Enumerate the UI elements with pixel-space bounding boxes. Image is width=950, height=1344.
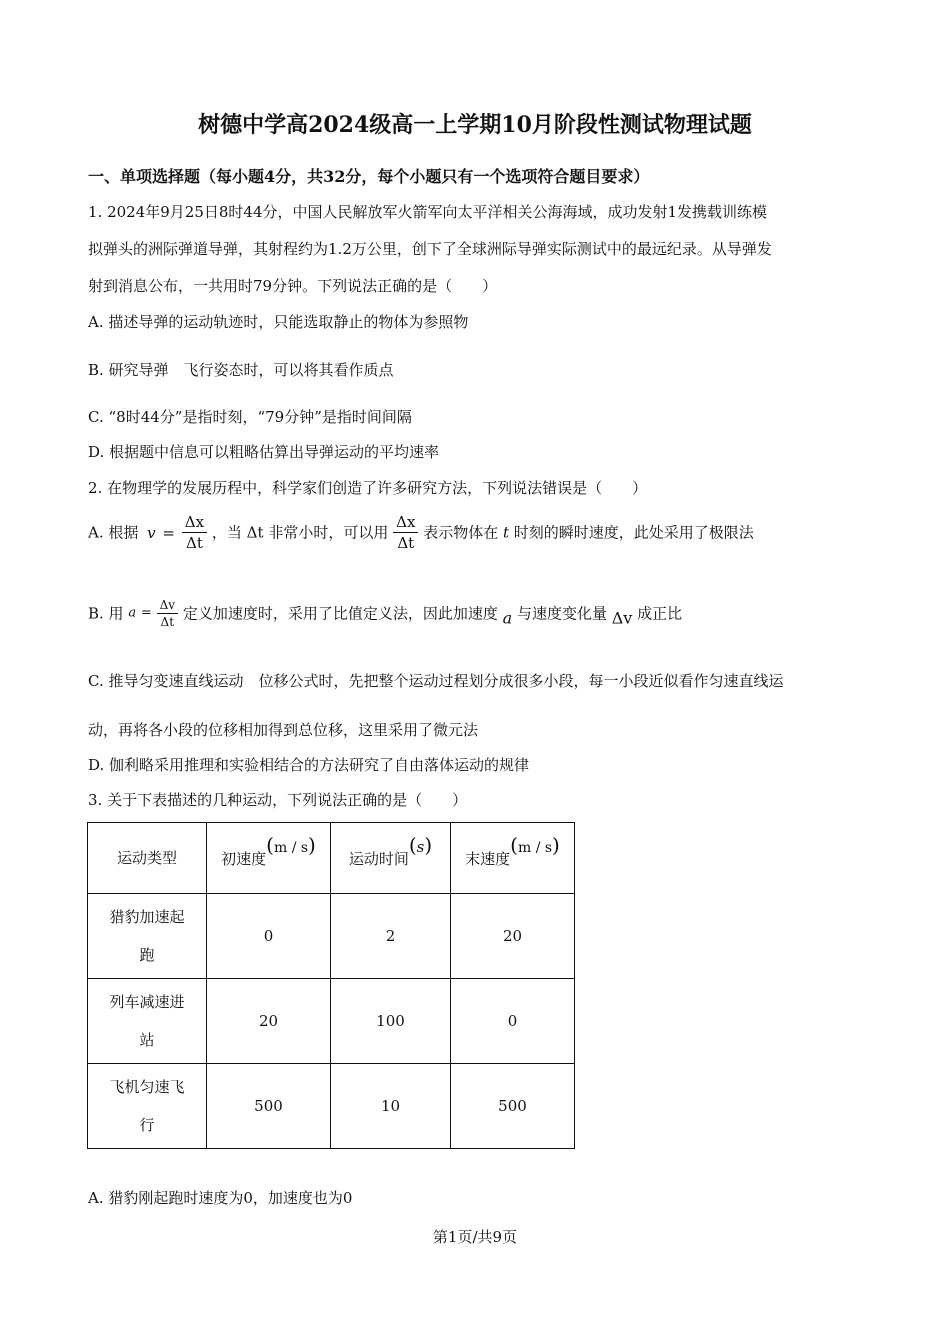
page-title: 树德中学高2024级高一上学期10月阶段性测试物理试题 — [198, 112, 752, 138]
cell-v0: 20 — [207, 979, 331, 1064]
q2-b-text-3: 成正比 — [637, 604, 683, 623]
q2-a-text-1: ，当 — [211, 523, 242, 542]
cell-type: 猎豹加速起 跑 — [88, 894, 207, 979]
cell-v: 20 — [451, 894, 575, 979]
q2-stem: 2. 在物理学的发展历程中，科学家们创造了许多研究方法，下列说法错误是（ ） — [88, 479, 648, 497]
q1-line-2: 拟弹头的洲际弹道导弹，其射程约为1.2万公里，创下了全球洲际导弹实际测试中的最远纪录。从导弹发 — [88, 240, 772, 258]
cell-v: 500 — [451, 1064, 575, 1149]
cell-time: 2 — [331, 894, 451, 979]
table-row — [88, 979, 575, 1064]
q2-option-c-line-1: C. 推导匀变速直线运动 位移公式时，先把整个运动过程划分成很多小段，每一小段近似看作匀速直线运 — [88, 672, 784, 690]
header-v — [451, 823, 575, 894]
fraction-dv-dt — [157, 597, 178, 630]
math-dt: Δt — [246, 523, 264, 542]
q2-option-b — [88, 597, 682, 630]
q1-option-d: D. 根据题中信息可以粗略估算出导弹运动的平均速率 — [88, 443, 440, 461]
q2-a-prefix: A. 根据 — [88, 523, 139, 542]
cell-time: 10 — [331, 1064, 451, 1149]
cell-time: 100 — [331, 979, 451, 1064]
q2-a-text-2: 非常小时，可以用 — [268, 523, 389, 542]
q2-b-prefix: B. 用 — [88, 604, 124, 623]
header-label: 初速度 — [221, 849, 267, 868]
table-header-row — [88, 823, 575, 894]
q2-a-text-4: 时刻的瞬时速度，此处采用了极限法 — [513, 523, 754, 542]
q2-option-d: D. 伽利略采用推理和实验相结合的方法研究了自由落体运动的规律 — [88, 756, 530, 774]
fraction-numerator: Δx — [396, 513, 416, 531]
page-footer: 第1页/共9页 — [432, 1228, 518, 1246]
q1-option-a: A. 描述导弹的运动轨迹时，只能选取静止的物体为参照物 — [88, 313, 469, 331]
section-heading: 一、单项选择题（每小题4分，共32分，每个小题只有一个选项符合题目要求） — [88, 167, 650, 186]
fraction-numerator: Δx — [184, 513, 205, 531]
math-equals: = — [140, 605, 152, 621]
fraction-denominator: Δt — [182, 532, 207, 553]
unit-mps: (m / s) — [510, 832, 560, 857]
header-v0 — [207, 823, 331, 894]
q3-option-a: A. 猎豹刚起跑时速度为0，加速度也为0 — [88, 1189, 353, 1207]
table-row — [88, 1064, 575, 1149]
cell-v0: 0 — [207, 894, 331, 979]
q1-line-1: 1. 2024年9月25日8时44分，中国人民解放军火箭军向太平洋相关公海海域，成功发射1发携载训练模 — [88, 203, 768, 221]
q2-a-text-3: 表示物体在 — [423, 523, 499, 542]
cell-type: 飞机匀速飞 行 — [88, 1064, 207, 1149]
header-label: 运动类型 — [116, 849, 177, 867]
q1-line-3: 射到消息公布，一共用时79分钟。下列说法正确的是（ ） — [88, 277, 498, 295]
header-time — [331, 823, 451, 894]
q1-option-c: C. “8时44分”是指时刻，“79分钟”是指时间间隔 — [88, 408, 412, 426]
fraction-numerator: Δv — [159, 598, 176, 612]
fraction-dx-dt-2 — [393, 512, 418, 553]
fraction-denominator: Δt — [157, 613, 178, 630]
unit-s: (s) — [408, 833, 433, 857]
cell-v: 0 — [451, 979, 575, 1064]
q2-option-a — [88, 512, 754, 553]
q2-b-text-1: 定义加速度时，采用了比值定义法，因此加速度 — [182, 604, 498, 623]
q1-option-b: B. 研究导弹 飞行姿态时，可以将其看作质点 — [88, 361, 394, 379]
header-type — [88, 823, 207, 894]
unit-mps: (m / s) — [266, 832, 316, 857]
fraction-denominator: Δt — [393, 532, 418, 553]
math-equals: = — [162, 523, 175, 542]
math-a-2: a — [502, 608, 513, 628]
math-v: v — [147, 523, 156, 542]
fraction-dx-dt — [182, 512, 207, 553]
header-label: 末速度 — [465, 849, 511, 868]
cell-v0: 500 — [207, 1064, 331, 1149]
math-a: a — [128, 605, 137, 621]
motion-table — [87, 822, 575, 1149]
cell-type: 列车减速进 站 — [88, 979, 207, 1064]
q3-stem: 3. 关于下表描述的几种运动，下列说法正确的是（ ） — [88, 791, 468, 809]
math-t: t — [502, 523, 510, 542]
q2-b-text-2: 与速度变化量 — [516, 604, 607, 623]
q2-option-c-line-2: 动，再将各小段的位移相加得到总位移，这里采用了微元法 — [88, 721, 479, 739]
table-row — [88, 894, 575, 979]
header-label: 运动时间 — [348, 850, 409, 868]
math-dv: Δv — [611, 608, 633, 628]
